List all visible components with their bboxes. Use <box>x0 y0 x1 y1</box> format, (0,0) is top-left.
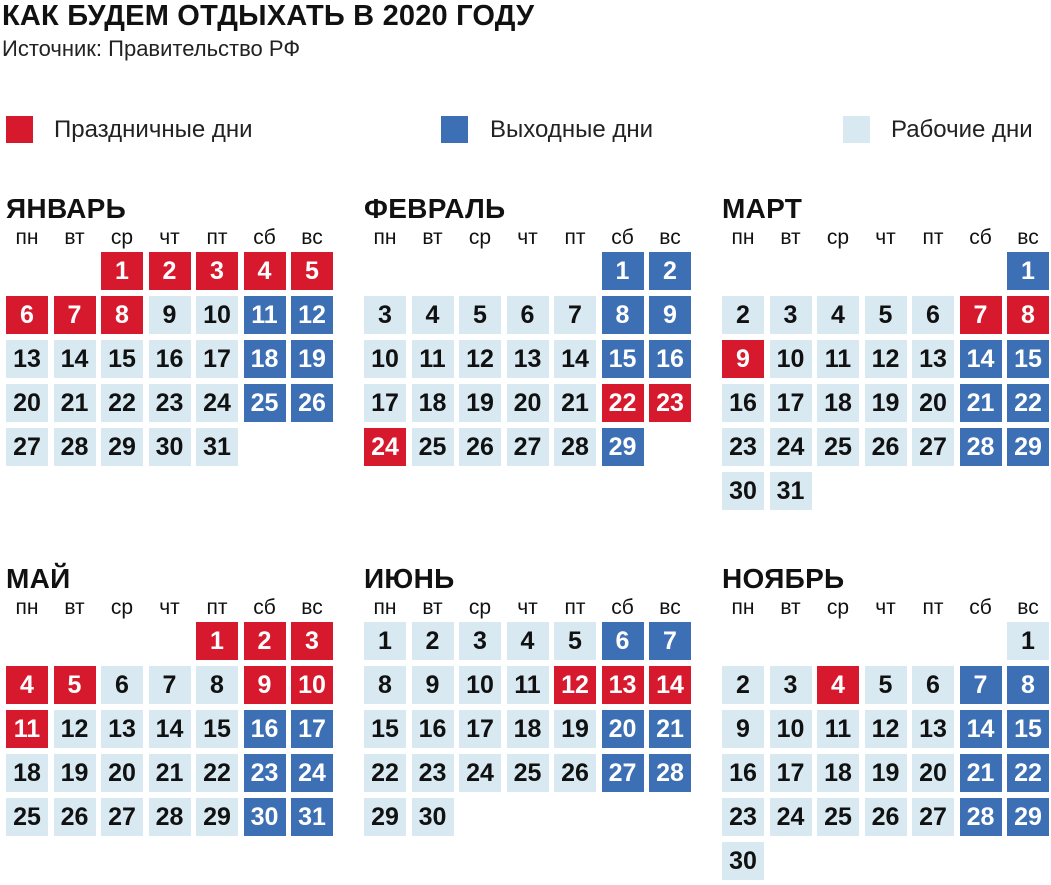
weekday-label: чт <box>517 596 538 619</box>
day-cell-work: 19 <box>865 384 907 422</box>
day-cell-work: 28 <box>54 428 96 466</box>
day-cell-work: 24 <box>770 798 812 836</box>
day-cell-work: 24 <box>196 384 238 422</box>
weekday-label: вт <box>422 226 443 249</box>
day-cell-weekend: 31 <box>291 798 333 836</box>
weekday-label: ср <box>826 226 850 249</box>
day-cell-work: 19 <box>54 754 96 792</box>
day-cell-work: 18 <box>817 384 859 422</box>
day-cell-work: 14 <box>554 340 596 378</box>
weekday-label: вт <box>64 226 85 249</box>
day-cell-holiday: 12 <box>554 666 596 704</box>
day-cell-work: 5 <box>865 296 907 334</box>
weekday-label: пн <box>15 226 39 249</box>
day-cell-work: 11 <box>412 340 454 378</box>
day-cell-work: 12 <box>865 340 907 378</box>
day-cell-holiday: 4 <box>244 252 286 290</box>
day-cell-work: 3 <box>770 296 812 334</box>
day-cell-work: 10 <box>770 710 812 748</box>
day-cell-work: 4 <box>507 622 549 660</box>
day-cell-work: 20 <box>101 754 143 792</box>
weekday-label: сб <box>969 226 992 249</box>
weekday-label: ср <box>826 596 850 619</box>
day-cell-weekend: 21 <box>960 384 1002 422</box>
day-cell-work: 23 <box>722 428 764 466</box>
weekday-label: вт <box>780 226 801 249</box>
day-cell-weekend: 12 <box>291 296 333 334</box>
day-cell-holiday: 4 <box>6 666 48 704</box>
day-cell-work: 26 <box>865 798 907 836</box>
day-cell-holiday: 13 <box>602 666 644 704</box>
day-cell-work: 3 <box>459 622 501 660</box>
day-cell-work: 20 <box>6 384 48 422</box>
day-cell-holiday: 9 <box>722 340 764 378</box>
day-cell-holiday: 5 <box>54 666 96 704</box>
day-cell-weekend: 20 <box>602 710 644 748</box>
day-cell-work: 21 <box>554 384 596 422</box>
day-cell-work: 18 <box>507 710 549 748</box>
weekday-label: пт <box>922 226 944 249</box>
day-cell-work: 22 <box>101 384 143 422</box>
day-cell-work: 27 <box>912 428 954 466</box>
day-cell-weekend: 27 <box>602 754 644 792</box>
day-cell-work: 2 <box>722 666 764 704</box>
day-cell-work: 24 <box>459 754 501 792</box>
day-cell-work: 4 <box>412 296 454 334</box>
day-cell-holiday: 24 <box>364 428 406 466</box>
day-cell-work: 30 <box>412 798 454 836</box>
day-cell-weekend: 8 <box>1007 666 1049 704</box>
day-cell-work: 9 <box>722 710 764 748</box>
day-cell-weekend: 16 <box>649 340 691 378</box>
day-cell-work: 11 <box>817 340 859 378</box>
day-cell-work: 26 <box>459 428 501 466</box>
weekday-label: ср <box>468 226 492 249</box>
day-cell-work: 28 <box>554 428 596 466</box>
day-cell-holiday: 1 <box>196 622 238 660</box>
day-cell-work: 13 <box>507 340 549 378</box>
day-cell-work: 2 <box>412 622 454 660</box>
day-cell-weekend: 28 <box>960 798 1002 836</box>
day-cell-weekend: 24 <box>291 754 333 792</box>
day-cell-work: 5 <box>459 296 501 334</box>
weekday-label: пн <box>373 596 397 619</box>
day-cell-work: 25 <box>412 428 454 466</box>
day-cell-work: 27 <box>912 798 954 836</box>
day-cell-work: 26 <box>54 798 96 836</box>
day-cell-work: 15 <box>364 710 406 748</box>
day-cell-weekend: 11 <box>244 296 286 334</box>
day-cell-work: 18 <box>817 754 859 792</box>
day-cell-work: 17 <box>459 710 501 748</box>
day-cell-weekend: 9 <box>649 296 691 334</box>
month-title: ЯНВАРЬ <box>6 193 126 224</box>
day-cell-work: 12 <box>459 340 501 378</box>
day-cell-work: 30 <box>722 842 764 880</box>
day-cell-weekend: 22 <box>1007 754 1049 792</box>
day-cell-weekend: 30 <box>244 798 286 836</box>
weekday-label: пн <box>731 596 755 619</box>
day-cell-work: 23 <box>149 384 191 422</box>
day-cell-work: 30 <box>722 472 764 510</box>
weekday-label: вт <box>422 596 443 619</box>
day-cell-work: 27 <box>101 798 143 836</box>
day-cell-work: 20 <box>507 384 549 422</box>
day-cell-holiday: 6 <box>6 296 48 334</box>
day-cell-weekend: 19 <box>291 340 333 378</box>
day-cell-holiday: 2 <box>149 252 191 290</box>
day-cell-weekend: 28 <box>649 754 691 792</box>
day-cell-work: 20 <box>912 754 954 792</box>
day-cell-weekend: 1 <box>1007 252 1049 290</box>
day-cell-holiday: 23 <box>649 384 691 422</box>
day-cell-work: 18 <box>412 384 454 422</box>
day-cell-work: 25 <box>6 798 48 836</box>
day-cell-weekend: 29 <box>602 428 644 466</box>
day-cell-holiday: 8 <box>1007 296 1049 334</box>
weekday-label: чт <box>875 226 896 249</box>
day-cell-work: 2 <box>722 296 764 334</box>
day-cell-work: 17 <box>770 754 812 792</box>
day-cell-work: 6 <box>912 296 954 334</box>
day-cell-work: 10 <box>196 296 238 334</box>
day-cell-weekend: 29 <box>1007 798 1049 836</box>
weekday-label: пт <box>564 226 586 249</box>
day-cell-work: 26 <box>865 428 907 466</box>
day-cell-work: 25 <box>817 428 859 466</box>
legend-holiday-swatch <box>6 116 33 143</box>
day-cell-work: 13 <box>912 340 954 378</box>
weekday-label: вс <box>659 596 681 619</box>
weekday-label: ср <box>110 596 134 619</box>
day-cell-work: 17 <box>196 340 238 378</box>
month-title: ФЕВРАЛЬ <box>364 193 506 224</box>
day-cell-work: 19 <box>554 710 596 748</box>
weekday-label: пт <box>206 226 228 249</box>
day-cell-work: 7 <box>149 666 191 704</box>
day-cell-weekend: 23 <box>244 754 286 792</box>
day-cell-work: 28 <box>149 798 191 836</box>
day-cell-weekend: 21 <box>960 754 1002 792</box>
legend-weekend-label: Выходные дни <box>490 116 653 143</box>
day-cell-work: 25 <box>507 754 549 792</box>
day-cell-work: 11 <box>507 666 549 704</box>
day-cell-work: 26 <box>554 754 596 792</box>
day-cell-weekend: 25 <box>244 384 286 422</box>
day-cell-weekend: 7 <box>960 666 1002 704</box>
day-cell-holiday: 8 <box>101 296 143 334</box>
day-cell-holiday: 3 <box>291 622 333 660</box>
day-cell-work: 19 <box>865 754 907 792</box>
weekday-label: пт <box>564 596 586 619</box>
day-cell-work: 13 <box>101 710 143 748</box>
month-title: МАЙ <box>6 563 71 594</box>
day-cell-work: 7 <box>554 296 596 334</box>
page-title: КАК БУДЕМ ОТДЫХАТЬ В 2020 ГОДУ <box>2 0 535 32</box>
day-cell-holiday: 7 <box>54 296 96 334</box>
day-cell-weekend: 14 <box>960 340 1002 378</box>
day-cell-holiday: 11 <box>6 710 48 748</box>
weekday-label: сб <box>611 226 634 249</box>
day-cell-holiday: 14 <box>649 666 691 704</box>
legend-work-label: Рабочие дни <box>891 116 1033 143</box>
day-cell-weekend: 14 <box>960 710 1002 748</box>
day-cell-weekend: 29 <box>1007 428 1049 466</box>
day-cell-holiday: 10 <box>291 666 333 704</box>
weekday-label: пт <box>922 596 944 619</box>
day-cell-work: 20 <box>912 384 954 422</box>
day-cell-weekend: 1 <box>602 252 644 290</box>
day-cell-work: 21 <box>54 384 96 422</box>
day-cell-weekend: 21 <box>649 710 691 748</box>
month-title: ИЮНЬ <box>364 563 455 594</box>
day-cell-work: 15 <box>101 340 143 378</box>
day-cell-work: 4 <box>817 296 859 334</box>
day-cell-weekend: 8 <box>602 296 644 334</box>
day-cell-work: 1 <box>364 622 406 660</box>
weekday-label: чт <box>517 226 538 249</box>
day-cell-work: 27 <box>6 428 48 466</box>
day-cell-work: 21 <box>149 754 191 792</box>
weekday-label: чт <box>875 596 896 619</box>
day-cell-weekend: 18 <box>244 340 286 378</box>
day-cell-work: 5 <box>865 666 907 704</box>
day-cell-holiday: 3 <box>196 252 238 290</box>
day-cell-work: 27 <box>507 428 549 466</box>
day-cell-weekend: 2 <box>649 252 691 290</box>
day-cell-work: 19 <box>459 384 501 422</box>
day-cell-work: 13 <box>912 710 954 748</box>
day-cell-work: 5 <box>554 622 596 660</box>
day-cell-work: 25 <box>817 798 859 836</box>
legend-holiday-label: Праздничные дни <box>54 116 253 143</box>
day-cell-work: 16 <box>722 384 764 422</box>
source-caption: Источник: Правительство РФ <box>2 36 301 61</box>
day-cell-work: 13 <box>6 340 48 378</box>
day-cell-work: 29 <box>101 428 143 466</box>
day-cell-work: 17 <box>364 384 406 422</box>
month-title: НОЯБРЬ <box>722 563 845 594</box>
weekday-label: ср <box>110 226 134 249</box>
day-cell-work: 18 <box>6 754 48 792</box>
weekday-label: пн <box>15 596 39 619</box>
weekday-label: чт <box>159 596 180 619</box>
weekday-label: сб <box>969 596 992 619</box>
day-cell-weekend: 26 <box>291 384 333 422</box>
day-cell-holiday: 4 <box>817 666 859 704</box>
legend-work-swatch <box>843 116 870 143</box>
day-cell-work: 11 <box>817 710 859 748</box>
day-cell-work: 12 <box>865 710 907 748</box>
day-cell-work: 10 <box>770 340 812 378</box>
day-cell-work: 23 <box>412 754 454 792</box>
day-cell-work: 16 <box>722 754 764 792</box>
day-cell-work: 12 <box>54 710 96 748</box>
day-cell-work: 10 <box>364 340 406 378</box>
day-cell-work: 6 <box>507 296 549 334</box>
day-cell-work: 6 <box>912 666 954 704</box>
day-cell-holiday: 9 <box>244 666 286 704</box>
weekday-label: сб <box>253 596 276 619</box>
day-cell-work: 22 <box>364 754 406 792</box>
day-cell-work: 16 <box>412 710 454 748</box>
day-cell-weekend: 15 <box>602 340 644 378</box>
day-cell-holiday: 2 <box>244 622 286 660</box>
weekday-label: сб <box>253 226 276 249</box>
day-cell-work: 30 <box>149 428 191 466</box>
day-cell-work: 24 <box>770 428 812 466</box>
day-cell-work: 29 <box>364 798 406 836</box>
day-cell-work: 22 <box>196 754 238 792</box>
legend-weekend-swatch <box>441 116 468 143</box>
day-cell-weekend: 15 <box>1007 340 1049 378</box>
weekday-label: пн <box>731 226 755 249</box>
day-cell-work: 31 <box>770 472 812 510</box>
day-cell-work: 6 <box>101 666 143 704</box>
weekday-label: пн <box>373 226 397 249</box>
day-cell-weekend: 22 <box>1007 384 1049 422</box>
day-cell-work: 1 <box>1007 622 1049 660</box>
day-cell-weekend: 17 <box>291 710 333 748</box>
month-title: МАРТ <box>722 193 803 224</box>
weekday-label: вс <box>659 226 681 249</box>
day-cell-work: 15 <box>196 710 238 748</box>
weekday-label: ср <box>468 596 492 619</box>
weekday-label: вс <box>301 596 323 619</box>
day-cell-weekend: 15 <box>1007 710 1049 748</box>
weekday-label: вс <box>1017 226 1039 249</box>
weekday-label: чт <box>159 226 180 249</box>
day-cell-work: 14 <box>149 710 191 748</box>
day-cell-weekend: 6 <box>602 622 644 660</box>
day-cell-work: 8 <box>364 666 406 704</box>
day-cell-work: 10 <box>459 666 501 704</box>
day-cell-holiday: 7 <box>960 296 1002 334</box>
day-cell-holiday: 22 <box>602 384 644 422</box>
weekday-label: сб <box>611 596 634 619</box>
day-cell-work: 29 <box>196 798 238 836</box>
weekday-label: вт <box>64 596 85 619</box>
day-cell-work: 23 <box>722 798 764 836</box>
day-cell-work: 31 <box>196 428 238 466</box>
weekday-label: вт <box>780 596 801 619</box>
day-cell-weekend: 7 <box>649 622 691 660</box>
day-cell-holiday: 1 <box>101 252 143 290</box>
day-cell-holiday: 5 <box>291 252 333 290</box>
weekday-label: вс <box>1017 596 1039 619</box>
weekday-label: пт <box>206 596 228 619</box>
day-cell-work: 3 <box>770 666 812 704</box>
day-cell-work: 3 <box>364 296 406 334</box>
day-cell-weekend: 28 <box>960 428 1002 466</box>
day-cell-work: 8 <box>196 666 238 704</box>
day-cell-work: 9 <box>149 296 191 334</box>
day-cell-weekend: 16 <box>244 710 286 748</box>
weekday-label: вс <box>301 226 323 249</box>
day-cell-work: 17 <box>770 384 812 422</box>
day-cell-work: 9 <box>412 666 454 704</box>
day-cell-work: 16 <box>149 340 191 378</box>
day-cell-work: 14 <box>54 340 96 378</box>
